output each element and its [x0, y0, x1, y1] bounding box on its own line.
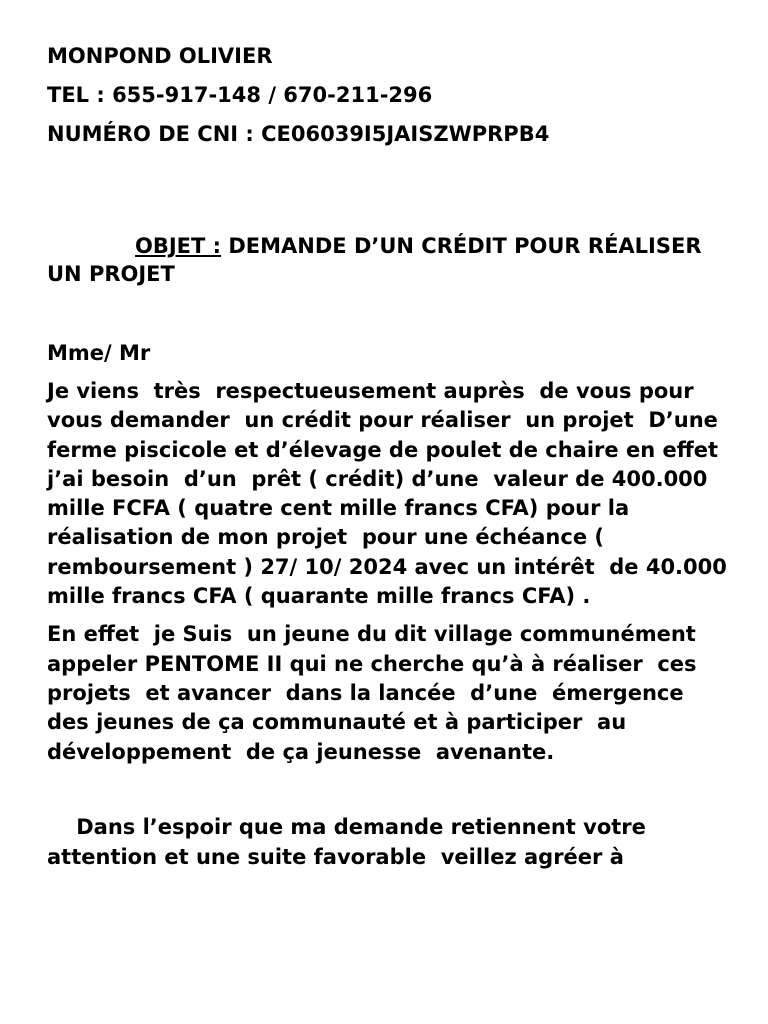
closing-paragraph: Dans l’espoir que ma demande retiennent votre attention et une suite favorable veillez agréer à — [47, 814, 654, 869]
letter-page — [47, 40, 737, 872]
subject-text: DEMANDE D’UN CRÉDIT POUR RÉALISER UN PROJET — [47, 234, 702, 286]
sender-id-number: NUMÉRO DE CNI : CE06039I5JAISZWPRPB4 — [47, 122, 550, 146]
salutation: Mme/ Mr — [47, 341, 151, 365]
body-paragraph-1: Je viens très respectueusement auprès de vous pour vous demander un crédit pour réaliser un projet D’une ferme piscicole et d’élevage de poulet de chaire en effet j’ai besoin d’un prêt ( crédit) d’une valeur de 400.000 mille FCFA ( quatre cent mille francs CFA) pour la réalisation de mon projet pour une échéance ( remboursement ) 27/ 10/ 2024 avec un intérêt de 40.000 mille francs CFA ( quarante mille francs CFA) . — [47, 379, 735, 609]
subject-label: OBJET : — [135, 234, 222, 258]
sender-phone: TEL : 655-917-148 / 670-211-296 — [47, 83, 433, 107]
sender-name: MONPOND OLIVIER — [47, 44, 273, 68]
letter-subject — [47, 232, 737, 288]
body-paragraph-2: En effet je Suis un jeune du dit village communément appeler PENTOME II qui ne cherche qu’à à réaliser ces projets et avancer dans la lancée d’une émergence des jeunes de ça communauté et à participer au développement de ça jeunesse avenante. — [47, 622, 704, 764]
